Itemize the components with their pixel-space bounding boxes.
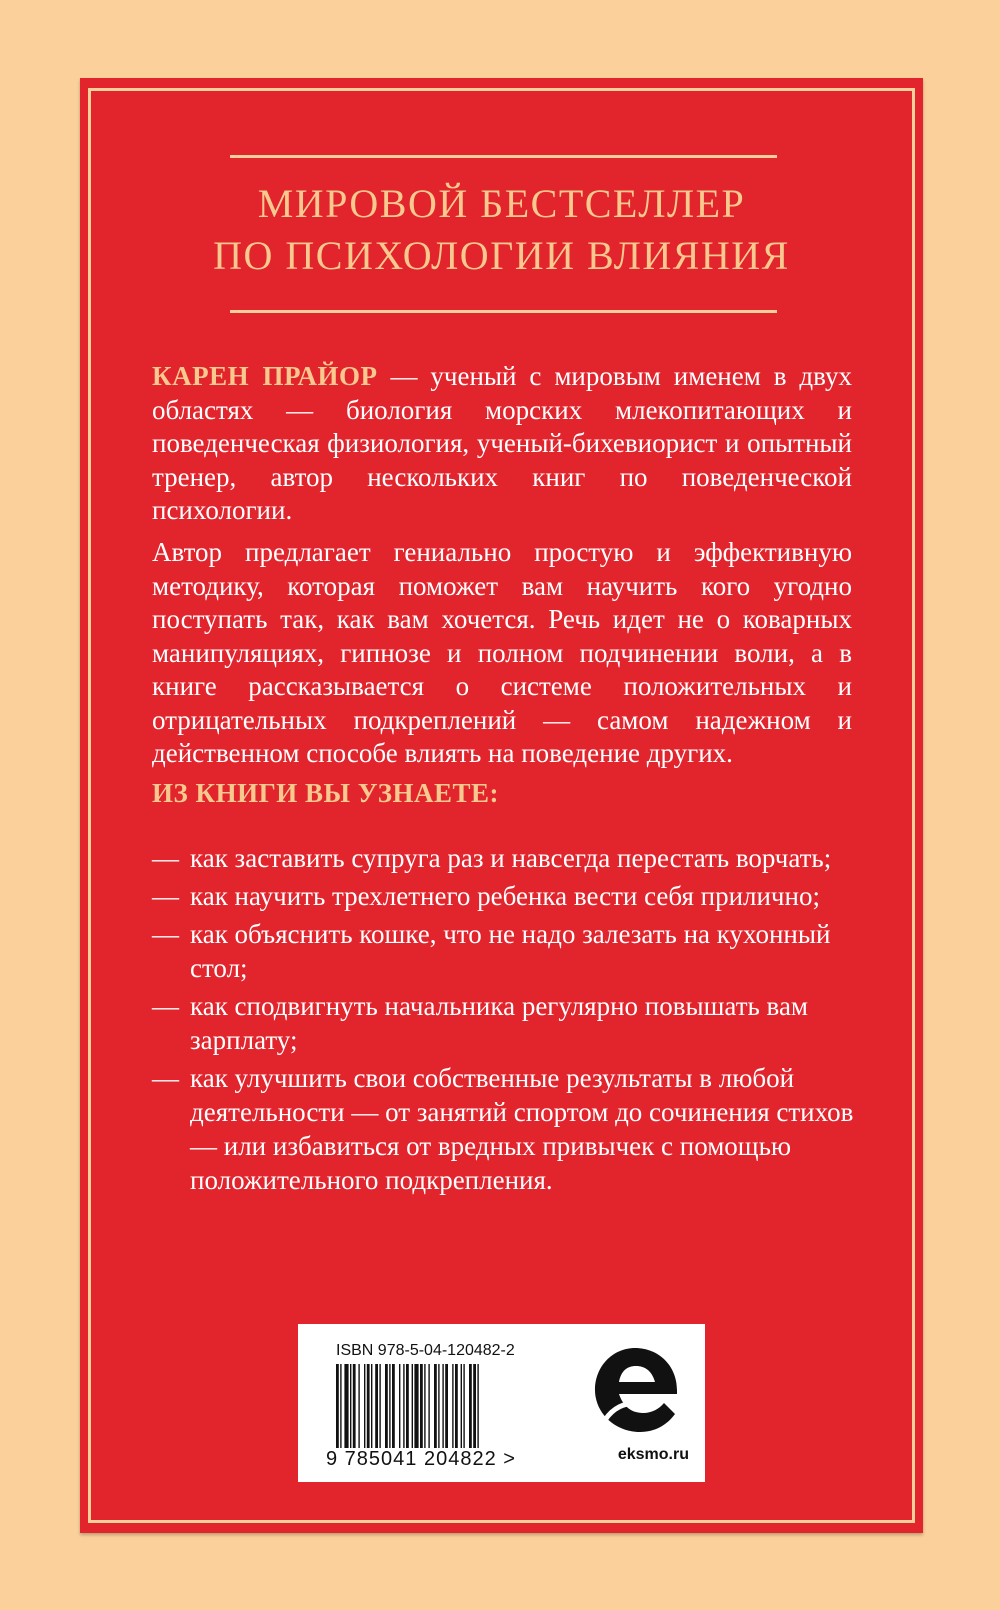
- barcode-bar: [392, 1364, 395, 1452]
- list-item-text: как научить трехлетнего ребенка вести себя прилично;: [190, 881, 820, 911]
- barcode-bar: [403, 1364, 404, 1452]
- dash-icon: —: [152, 843, 179, 873]
- barcode-bar: [469, 1364, 472, 1452]
- barcode-bar: [434, 1364, 437, 1452]
- dash-icon: —: [152, 991, 179, 1021]
- dash-icon: —: [152, 1063, 179, 1093]
- list-item: [152, 841, 872, 875]
- barcode-bar: [428, 1364, 429, 1452]
- barcode-bar: [353, 1364, 356, 1452]
- barcode-bar: [452, 1364, 453, 1452]
- headline-line-1: МИРОВОЙ БЕСТСЕЛЛЕР: [257, 181, 746, 226]
- list-item-text: как объяснить кошке, что не надо залезать на кухонный стол;: [190, 919, 831, 983]
- list-item: [152, 1061, 872, 1197]
- barcode-bar: [461, 1364, 462, 1452]
- barcode-bar: [367, 1364, 370, 1452]
- barcode-bar: [463, 1364, 464, 1452]
- barcode-bar: [414, 1364, 418, 1452]
- headline: [120, 178, 883, 282]
- headline-line-2: ПО ПСИХОЛОГИИ ВЛИЯНИЯ: [213, 233, 790, 278]
- barcode-digits: 9 785041 204822 >: [326, 1448, 516, 1470]
- barcode-bar: [371, 1364, 372, 1452]
- barcode-bar: [379, 1364, 380, 1452]
- barcode-box: [298, 1324, 705, 1482]
- barcode-bar: [336, 1364, 339, 1452]
- author-paragraph: [152, 360, 852, 528]
- headline-rule-bottom: [230, 310, 777, 313]
- benefits-list: [152, 841, 872, 1201]
- list-title: ИЗ КНИГИ ВЫ УЗНАЕТЕ:: [152, 778, 500, 808]
- dash-icon: —: [152, 919, 179, 949]
- barcode-bar: [455, 1364, 458, 1452]
- headline-rule-top: [230, 155, 777, 158]
- barcode-bar: [424, 1364, 425, 1452]
- list-item-text: как улучшить свои собственные результаты в любой деятельности — от занятий спортом до сочинения стихов — или избавиться от вредных привычек с помощью положительного подкрепления.: [190, 1063, 854, 1195]
- description-paragraph: Автор предлагает гениально простую и эффективную методику, которая поможет вам научить кого угодно поступать так, как вам хочется. Речь идет не о коварных манипуляциях, гипнозе и полном подчинении воли, а в книге рассказывается о системе положительных и отрицательных подкреплений — самом надежном и действенном способе влиять на поведение других.: [152, 537, 852, 768]
- list-item-text: как сподвигнуть начальника регулярно повышать вам зарплату;: [190, 991, 809, 1055]
- barcode-bar: [340, 1364, 341, 1452]
- barcode-bar: [399, 1364, 400, 1452]
- barcode-bar: [445, 1364, 448, 1452]
- barcode-bar: [350, 1364, 351, 1452]
- barcode-bar: [412, 1364, 413, 1452]
- list-item: [152, 917, 872, 985]
- barcode-bar: [477, 1364, 478, 1452]
- barcode-bar: [344, 1364, 348, 1452]
- barcode-bar: [389, 1364, 390, 1452]
- isbn-label: ISBN 978-5-04-120482-2: [336, 1342, 515, 1359]
- barcode-bar: [375, 1364, 378, 1452]
- barcode-bar: [438, 1364, 439, 1452]
- barcode-bar: [442, 1364, 443, 1452]
- list-item-text: как заставить супруга раз и навсегда перестать ворчать;: [190, 843, 832, 873]
- back-cover-panel: [80, 78, 923, 1533]
- list-item: [152, 989, 872, 1057]
- dash-icon: —: [152, 881, 179, 911]
- barcode-bar: [473, 1364, 476, 1452]
- barcode-bar: [364, 1364, 365, 1452]
- author-name: КАРЕН ПРАЙОР: [152, 361, 378, 391]
- barcode-bar: [358, 1364, 359, 1452]
- barcode-bar: [420, 1364, 423, 1452]
- barcode-bar: [406, 1364, 409, 1452]
- barcode-bar: [385, 1364, 388, 1452]
- author-bio: — ученый с мировым именем в двух областях — биология морских млекопитающих и поведенческая физиология, ученый-бихевиорист и опытный тренер, автор нескольких книг по поведенческой психологии.: [152, 361, 852, 525]
- list-item: [152, 879, 872, 913]
- publisher-site: eksmo.ru: [617, 1446, 689, 1463]
- barcode-bars: [336, 1364, 544, 1452]
- eksmo-logo-icon: [585, 1340, 685, 1440]
